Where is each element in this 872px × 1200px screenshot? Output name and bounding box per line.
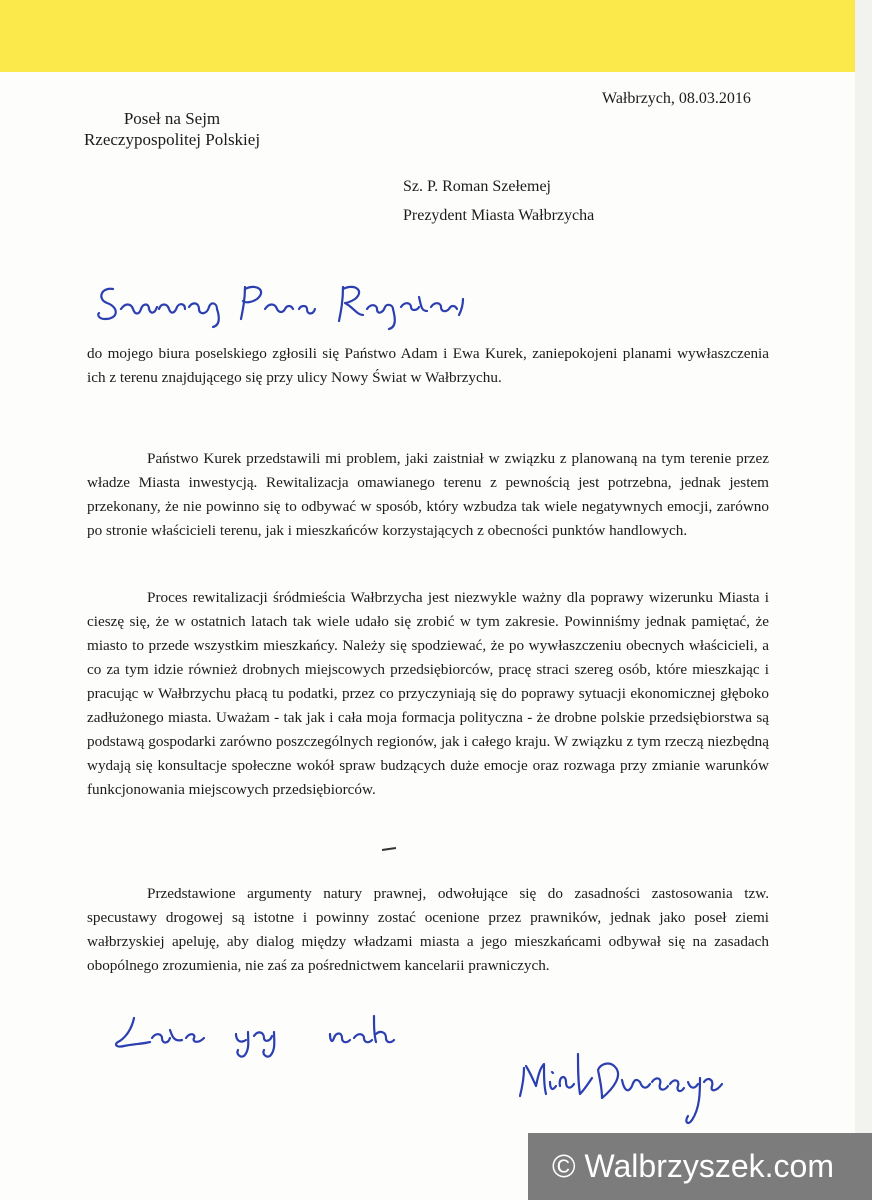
closing-text: Łączę wyrazy szacunku: [112, 1010, 122, 1011]
paragraph-3: [87, 586, 769, 802]
scan-edge-strip: [855, 0, 872, 1200]
paragraph-1: [87, 342, 769, 390]
addressee-name: Sz. P. Roman Szełemej: [403, 178, 551, 195]
paragraph-4-text: Przedstawione argumenty natury prawnej, odwołujące się do zasadności zastosowania tzw. specustawy drogowej są istotne i powinny zostać ocenione przez prawników, jednak jako poseł ziemi wałbrzyskiej apeluję, aby dialog między władzami miasta a jego mieszkańcami odbywał się na zasadach obopólnego zrozumienia, nie zaś za pośrednictwem kancelarii prawniczych.: [87, 885, 769, 974]
yellow-top-band: [0, 0, 855, 72]
sender-institution: Rzeczypospolitej Polskiej: [83, 130, 261, 149]
handwritten-closing: [112, 1010, 412, 1060]
stray-ink-mark: [382, 847, 396, 851]
addressee-block: [403, 172, 594, 230]
handwritten-salutation: [95, 275, 475, 335]
paragraph-2-text: Państwo Kurek przedstawili mi problem, jaki zaistniał w związku z planowaną na tym terenie przez władze Miasta inwestycją. Rewitalizacja omawianego terenu z pewnością jest potrzebna, jednak jestem przekonany, że nie powinno się to odbywać w sposób, który wzbudza tak wiele negatywnych emocji, zarówno po stronie właścicieli terenu, jak i mieszkańców korzystających z obecności punktów handlowych.: [87, 450, 769, 539]
handwritten-signature: [518, 1046, 728, 1136]
sender-header: [52, 108, 292, 150]
addressee-title: Prezydent Miasta Wałbrzycha: [403, 207, 595, 224]
watermark-badge: © Walbrzyszek.com: [528, 1133, 872, 1200]
salutation-text: Szanowny Panie Prezydencie,: [95, 275, 108, 276]
sender-title: Poseł na Sejm: [123, 109, 221, 128]
paragraph-4: [87, 882, 769, 978]
paragraph-2: [87, 447, 769, 543]
place-and-date: Wałbrzych, 08.03.2016: [602, 90, 751, 107]
paragraph-1-text: do mojego biura poselskiego zgłosili się Państwo Adam i Ewa Kurek, zaniepokojeni planami wywłaszczenia ich z terenu znajdującego się przy ulicy Nowy Świat w Wałbrzychu.: [87, 345, 769, 386]
paragraph-3-text: Proces rewitalizacji śródmieścia Wałbrzycha jest niezwykle ważny dla poprawy wizerunku Miasta i cieszę się, że w ostatnich latach tak wiele udało się zrobić w tym zakresie. Powinniśmy jednak pamiętać, że miasto to przede wszystkim mieszkańcy. Należy się spodziewać, że po wywłaszczeniu obecnych właścicieli, a co za tym idzie również drobnych miejscowych przedsiębiorców, pracę straci szereg osób, które mieszkając i pracując w Wałbrzychu płacą tu podatki, przez co przyczyniają się do poprawy sytuacji ekonomicznej głęboko zadłużonego miasta. Uważam - tak jak i cała moja formacja polityczna - że drobne polskie przedsiębiorstwa są podstawą gospodarki zarówno poszczególnych regionów, jak i całego kraju. W związku z tym rzeczą niezbędną wydają się konsultacje społeczne wokół spraw budzących duże emocje oraz rozwaga przy zmianie warunków funkcjonowania miejscowych przedsiębiorców.: [87, 589, 769, 798]
signature-text: Michał Dworczyk: [518, 1046, 526, 1047]
